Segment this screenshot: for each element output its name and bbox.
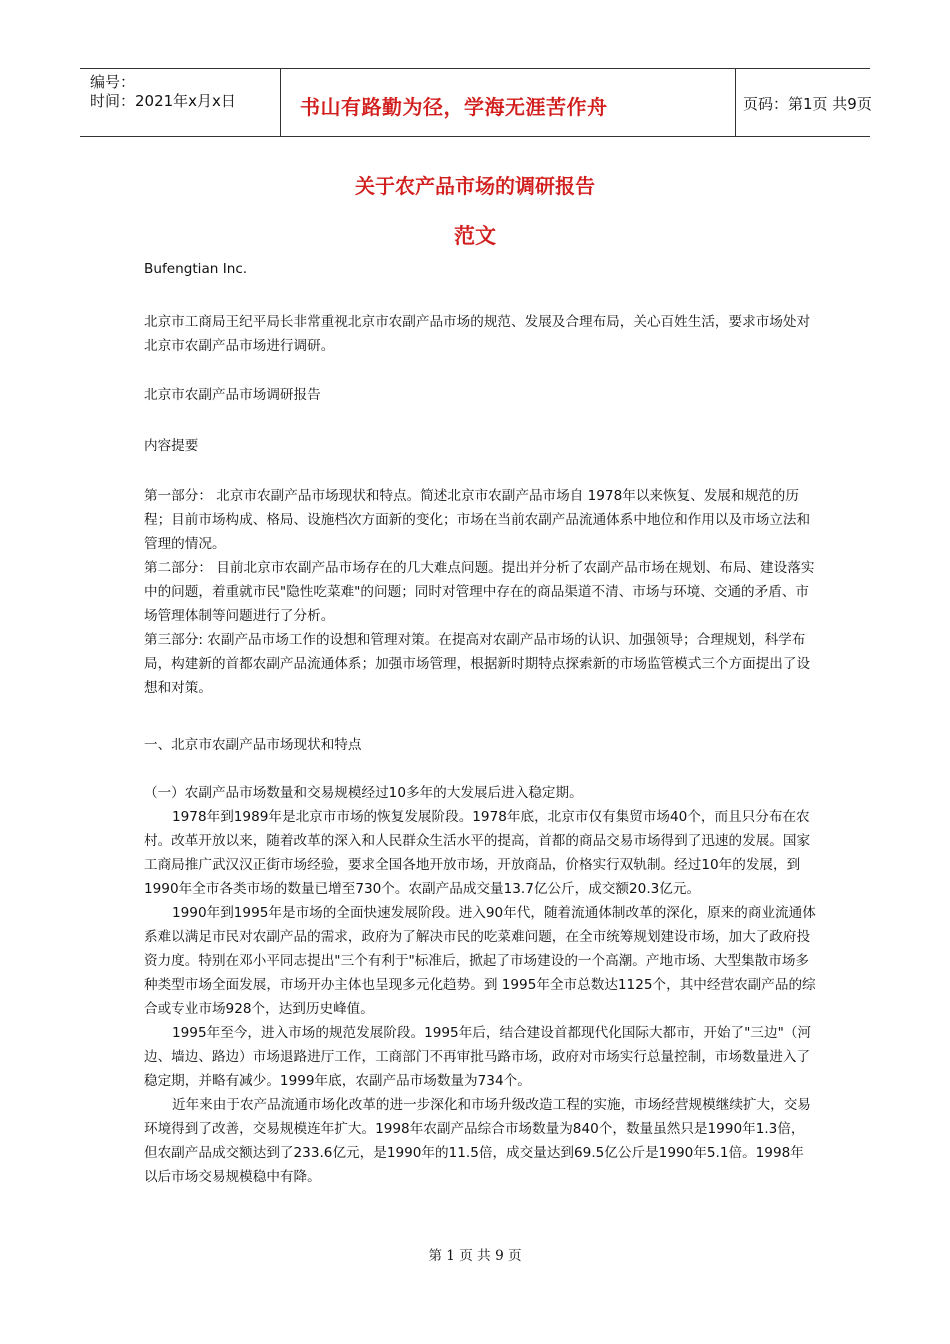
header-table — [80, 68, 870, 137]
body-paragraph: 1978年到1989年是北京市市场的恢复发展阶段。1978年底，北京市仅有集贸市场40个，而且只分布在农村。改革开放以来，随着改革的深入和人民群众生活水平的提高，首都的商品交易市场得到了迅速的发展。国家工商局推广武汉汉正街市场经验，要求全国各地开放市场，开放商品，价格实行双轨制。经过10年的发展，到1990年全市各类市场的数量已增至730个。农副产品成交量13.7亿公斤，成交额20.3亿元。 — [144, 809, 811, 897]
body-section — [144, 781, 816, 1189]
time-label: 时间：2021年x月x日 — [90, 92, 236, 110]
part-one: 第一部分： 北京市农副产品市场现状和特点。简述北京市农副产品市场自 1978年以来恢复、发展和规范的历程；目前市场构成、格局、设施档次方面新的变化；市场在当前农副产品流通体系中地位和作用以及市场立法和管理的情况。 — [144, 488, 811, 552]
summary-parts — [144, 484, 816, 700]
section-heading: 一、北京市农副产品市场现状和特点 — [144, 737, 362, 753]
header-right-cell — [735, 69, 870, 136]
motto: 书山有路勤为径，学海无涯苦作舟 — [300, 95, 608, 119]
body-paragraph: 1995年至今，进入市场的规范发展阶段。1995年后，结合建设首都现代化国际大都市，开始了"三边"（河边、墙边、路边）市场退路进厅工作，工商部门不再审批马路市场，政府对市场实行总量控制，市场数量进入了稳定期，并略有减少。1999年底，农副产品市场数量为734个。 — [144, 1025, 812, 1089]
subsection-heading: （一）农副产品市场数量和交易规模经过10多年的大发展后进入稳定期。 — [144, 785, 583, 801]
page-info: 页码：第1页 共9页 — [743, 95, 872, 113]
number-label: 编号： — [90, 73, 136, 91]
part-three: 第三部分: 农副产品市场工作的设想和管理对策。在提高对农副产品市场的认识、加强领导；合理规划，科学布局，构建新的首都农副产品流通体系；加强市场管理，根据新时期特点探索新的市场监管模式三个方面提出了设想和对策。 — [144, 632, 811, 696]
header-left-cell — [80, 69, 281, 136]
body-paragraph: 1990年到1995年是市场的全面快速发展阶段。进入90年代，随着流通体制改革的深化，原来的商业流通体系难以满足市民对农副产品的需求，政府为了解决市民的吃菜难问题，在全市统筹规划建设市场，加大了政府投资力度。特别在邓小平同志提出"三个有利于"标准后，掀起了市场建设的一个高潮。产地市场、大型集散市场多种类型市场全面发展，市场开办主体也呈现多元化趋势。到 1995年全市总数达1125个，其中经营农副产品的综合或专业市场928个，达到历史峰值。 — [144, 905, 816, 1017]
intro-paragraph: 北京市工商局王纪平局长非常重视北京市农副产品市场的规范、发展及合理布局，关心百姓生活，要求市场处对北京市农副产品市场进行调研。 — [144, 314, 811, 354]
report-title: 北京市农副产品市场调研报告 — [144, 387, 321, 403]
document-subtitle: 范文 — [454, 224, 496, 248]
header-middle-cell — [280, 69, 736, 136]
summary-heading: 内容提要 — [144, 438, 199, 454]
document-title: 关于农产品市场的调研报告 — [355, 174, 595, 198]
part-two: 第二部分： 目前北京市农副产品市场存在的几大难点问题。提出并分析了农副产品市场在规划、布局、建设落实中的问题，着重就市民"隐性吃菜难"的问题；同时对管理中存在的商品渠道不清、市场与环境、交通的矛盾、市场管理体制等问题进行了分析。 — [144, 560, 815, 624]
body-paragraph: 近年来由于农产品流通市场化改革的进一步深化和市场升级改造工程的实施，市场经营规模继续扩大，交易环境得到了改善，交易规模连年扩大。1998年农副产品综合市场数量为840个，数量虽然只是1990年1.3倍，但农副产品成交额达到了233.6亿元，是1990年的11.5倍，成交量达到69.5亿公斤是1990年5.1倍。1998年以后市场交易规模稳中有降。 — [144, 1097, 811, 1185]
page-footer: 第 1 页 共 9 页 — [428, 1248, 522, 1264]
company-name: Bufengtian Inc. — [144, 261, 248, 277]
